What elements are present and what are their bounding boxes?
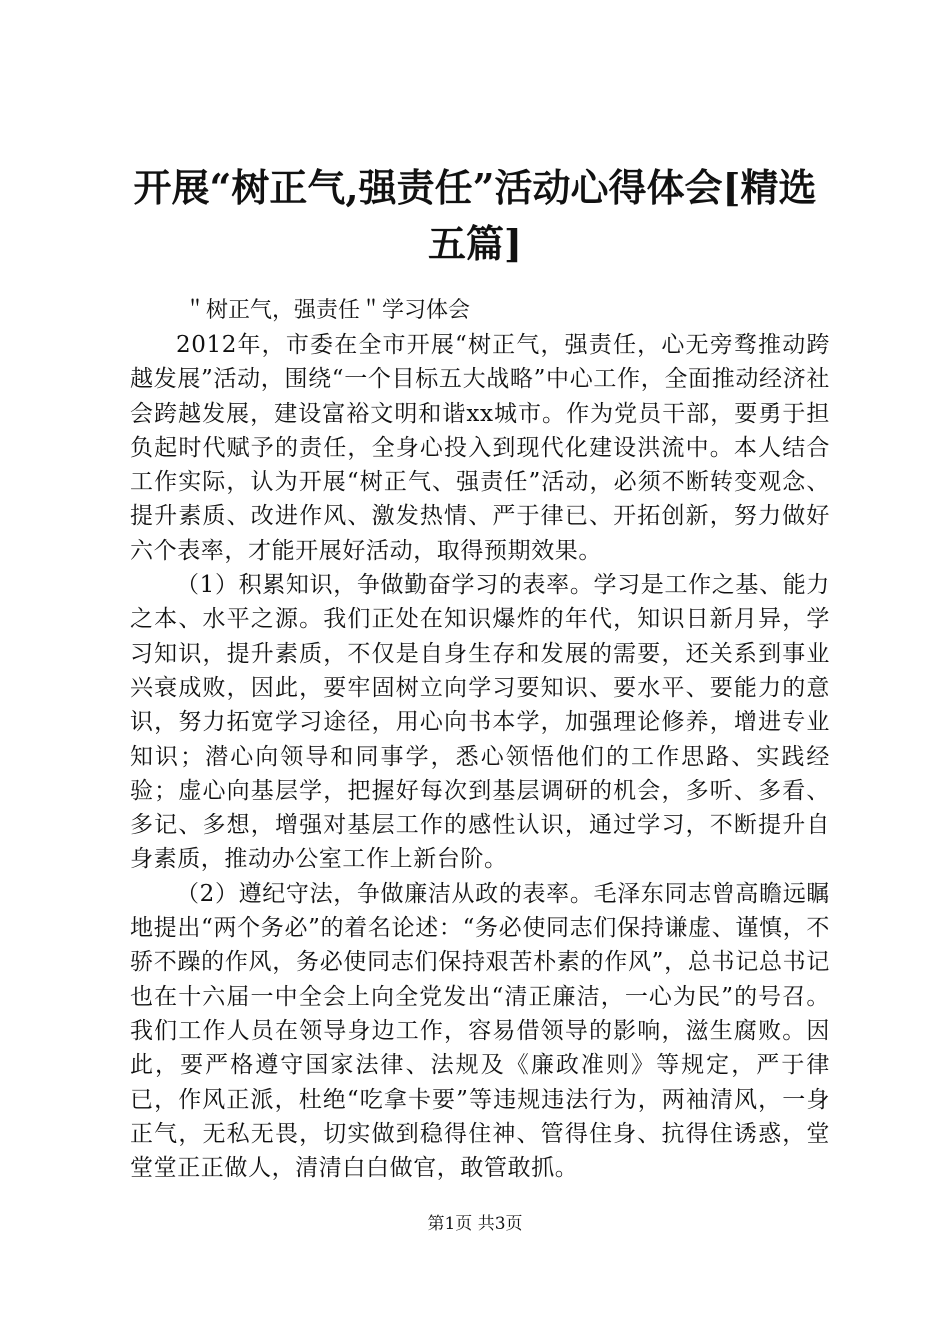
section-subheading: ＂树正气，强责任＂学习体会 [184,298,471,323]
paragraph-point-1: （1）积累知识，争做勤奋学习的表率。学习是工作之基、能力之本、水平之源。我们正处在知识爆炸的年代，知识日新月异，学习知识，提升素质，不仅是自身生存和发展的需要，还关系到事业兴衰成败，因此，要牢固树立向学习要知识、要水平、要能力的意识，努力拓宽学习途径，用心向书本学，加强理论修养，增进专业知识；潜心向领导和同事学，悉心领悟他们的工作思路、实践经验；虚心向基层学，把握好每次到基层调研的机会，多听、多看、多记、多想，增强对基层工作的感性认识，通过学习，不断提升自身素质，推动办公室工作上新台阶。 [130,572,830,873]
paragraph-intro: 2012年，市委在全市开展“树正气，强责任，心无旁骛推动跨越发展”活动，围绕“一个目标五大战略”中心工作，全面推动经济社会跨越发展，建设富裕文明和谐xx城市。作为党员干部，要勇于担负起时代赋予的责任，全身心投入到现代化建设洪流中。本人结合工作实际，认为开展“树正气、强责任”活动，必须不断转变观念、提升素质、改进作风、激发热情、严于律已、开拓创新，努力做好六个表率，才能开展好活动，取得预期效果。 [130,332,830,564]
document-body [130,294,830,1185]
paragraph-point-2: （2）遵纪守法，争做廉洁从政的表率。毛泽东同志曾高瞻远瞩地提出“两个务必”的着名论述：“务必使同志们保持谦虚、谨慎，不骄不躁的作风，务必使同志们保持艰苦朴素的作风”，总书记总书记也在十六届一中全会上向全党发出“清正廉洁，一心为民”的号召。我们工作人员在领导身边工作，容易借领导的影响，滋生腐败。因此，要严格遵守国家法律、法规及《廉政准则》等规定，严于律已，作风正派，杜绝“吃拿卡要”等违规违法行为，两袖清风，一身正气，无私无畏，切实做到稳得住神、管得住身、抗得住诱惑，堂堂堂正正做人，清清白白做官，敢管敢抓。 [130,880,830,1182]
document-title: 开展“树正气,强责任”活动心得体会[精选五篇] [133,165,817,266]
page-footer: 第1页 共3页 [427,1214,523,1234]
